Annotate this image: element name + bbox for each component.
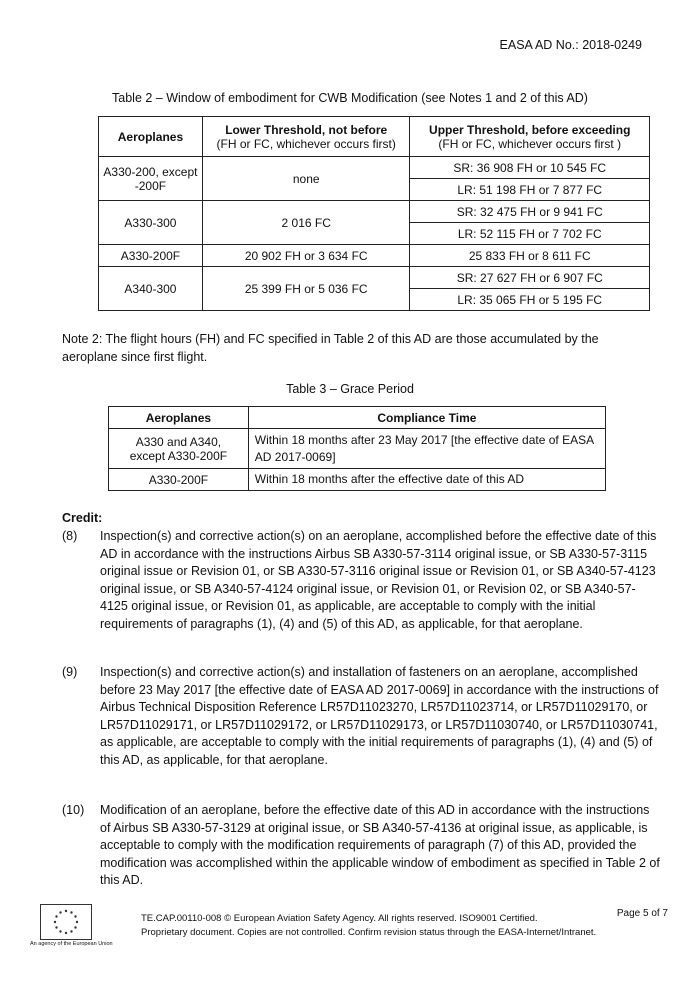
cell-aeroplane: A330-300 xyxy=(99,201,203,245)
eu-stars-icon xyxy=(41,905,91,939)
cell-lower: 25 399 FH or 5 036 FC xyxy=(202,267,410,311)
table-row xyxy=(99,245,650,267)
credit-paragraph xyxy=(62,664,662,770)
paragraph-text: Modification of an aeroplane, before the effective date of this AD in accordance with the instructions of Airbus SB A330-57-3129 at original issue, or SB A340-57-4136 at original issue, as applicable, is acceptable to comply with the modification requirements of paragraph (7) of this AD, provided the modification was accomplished within the applicable window of embodiment as specified in Table 2 of this AD. xyxy=(100,803,660,888)
window-of-embodiment-table xyxy=(98,116,650,311)
table-row xyxy=(99,201,650,223)
cell-upper: LR: 35 065 FH or 5 195 FC xyxy=(410,289,650,311)
paragraph-number: (9) xyxy=(62,665,78,679)
cell-upper: LR: 52 115 FH or 7 702 FC xyxy=(410,223,650,245)
credit-paragraph xyxy=(62,802,662,890)
cell-aeroplane: A330-200, except -200F xyxy=(99,157,203,201)
header-upper-sub: (FH or FC, whichever occurs first ) xyxy=(438,136,622,151)
agency-label: An agency of the European Union xyxy=(30,941,113,947)
header-upper-threshold xyxy=(410,117,650,157)
paragraph-text: Inspection(s) and corrective action(s) on an aeroplane, accomplished before the effective date of this AD in accordance with the instructions Airbus SB A330-57-3114 original issue, or SB A330-57-3115 original issue or Revision 01, or SB A330-57-3116 original issue or Revision 01, or SB A340-57-4123 original issue, or SB A340-57-4124 original issue, or Revision 01, or Revision 02, or SB A340-57-4125 original issue, or Revision 01, as applicable, are acceptable to comply with the initial requirements of paragraphs (1), (4) and (5) of this AD, as applicable, for that aeroplane. xyxy=(100,529,657,631)
header-upper-title: Upper Threshold, before exceeding xyxy=(429,122,631,137)
credit-heading: Credit: xyxy=(62,511,103,525)
table-row xyxy=(99,157,650,179)
paragraph-number: (10) xyxy=(62,803,85,817)
table-row xyxy=(109,429,606,469)
paragraph-text: Inspection(s) and corrective action(s) and installation of fasteners on an aeroplane, accomplished before 23 May 2017 [the effective date of EASA AD 2017-0069] in accordance with the instructions of Airbus Technical Disposition Reference LR57D11023270, LR57D11023714, or LR57D11029170, or LR57D11029171, or LR57D11029172, or LR57D11029173, or LR57D11030740, or LR57D11030741, as applicable, are acceptable to comply with the initial requirements of paragraphs (1), (4) and (5) of this AD, as applicable, for that aeroplane. xyxy=(100,665,659,767)
footer-line-2: Proprietary document. Copies are not controlled. Confirm revision status through the EASA-Internet/Intranet. xyxy=(141,927,597,938)
cell-aeroplane: A330-200F xyxy=(99,245,203,267)
page-number: Page 5 of 7 xyxy=(616,908,668,919)
cell-upper: SR: 36 908 FH or 10 545 FC xyxy=(410,157,650,179)
footer-line-1: TE.CAP.00110-008 © European Aviation Safety Agency. All rights reserved. ISO9001 Certified. xyxy=(141,913,538,924)
cell-lower: 20 902 FH or 3 634 FC xyxy=(202,245,410,267)
header-lower-title: Lower Threshold, not before xyxy=(225,122,388,137)
table-row xyxy=(99,267,650,289)
header-aeroplanes: Aeroplanes xyxy=(109,407,249,429)
cell-aeroplane: A340-300 xyxy=(99,267,203,311)
footer-text xyxy=(141,912,596,940)
note-2: Note 2: The flight hours (FH) and FC specified in Table 2 of this AD are those accumulated by the aeroplane since first flight. xyxy=(62,332,599,364)
header-compliance-time: Compliance Time xyxy=(248,407,605,429)
cell-upper: SR: 27 627 FH or 6 907 FC xyxy=(410,267,650,289)
cell-compliance-time: Within 18 months after the effective date of this AD xyxy=(248,469,605,491)
table-header-row xyxy=(99,117,650,157)
table3-caption: Table 3 – Grace Period xyxy=(286,382,414,396)
cell-upper: SR: 32 475 FH or 9 941 FC xyxy=(410,201,650,223)
table-header-row xyxy=(109,407,606,429)
header-lower-threshold xyxy=(202,117,410,157)
ad-number: EASA AD No.: 2018-0249 xyxy=(499,38,642,52)
credit-paragraph xyxy=(62,528,662,634)
cell-aeroplane: A330 and A340, except A330-200F xyxy=(109,429,249,469)
cell-aeroplane: A330-200F xyxy=(109,469,249,491)
grace-period-table xyxy=(108,406,606,491)
cell-compliance-time: Within 18 months after 23 May 2017 [the effective date of EASA AD 2017-0069] xyxy=(248,429,605,469)
cell-upper: LR: 51 198 FH or 7 877 FC xyxy=(410,179,650,201)
header-aeroplanes: Aeroplanes xyxy=(99,117,203,157)
header-lower-sub: (FH or FC, whichever occurs first) xyxy=(216,136,396,151)
table-row xyxy=(109,469,606,491)
paragraph-number: (8) xyxy=(62,529,78,543)
table2-caption: Table 2 – Window of embodiment for CWB Modification (see Notes 1 and 2 of this AD) xyxy=(112,91,588,105)
cell-lower: none xyxy=(202,157,410,201)
cell-upper: 25 833 FH or 8 611 FC xyxy=(410,245,650,267)
cell-lower: 2 016 FC xyxy=(202,201,410,245)
eu-flag-logo xyxy=(40,904,92,940)
